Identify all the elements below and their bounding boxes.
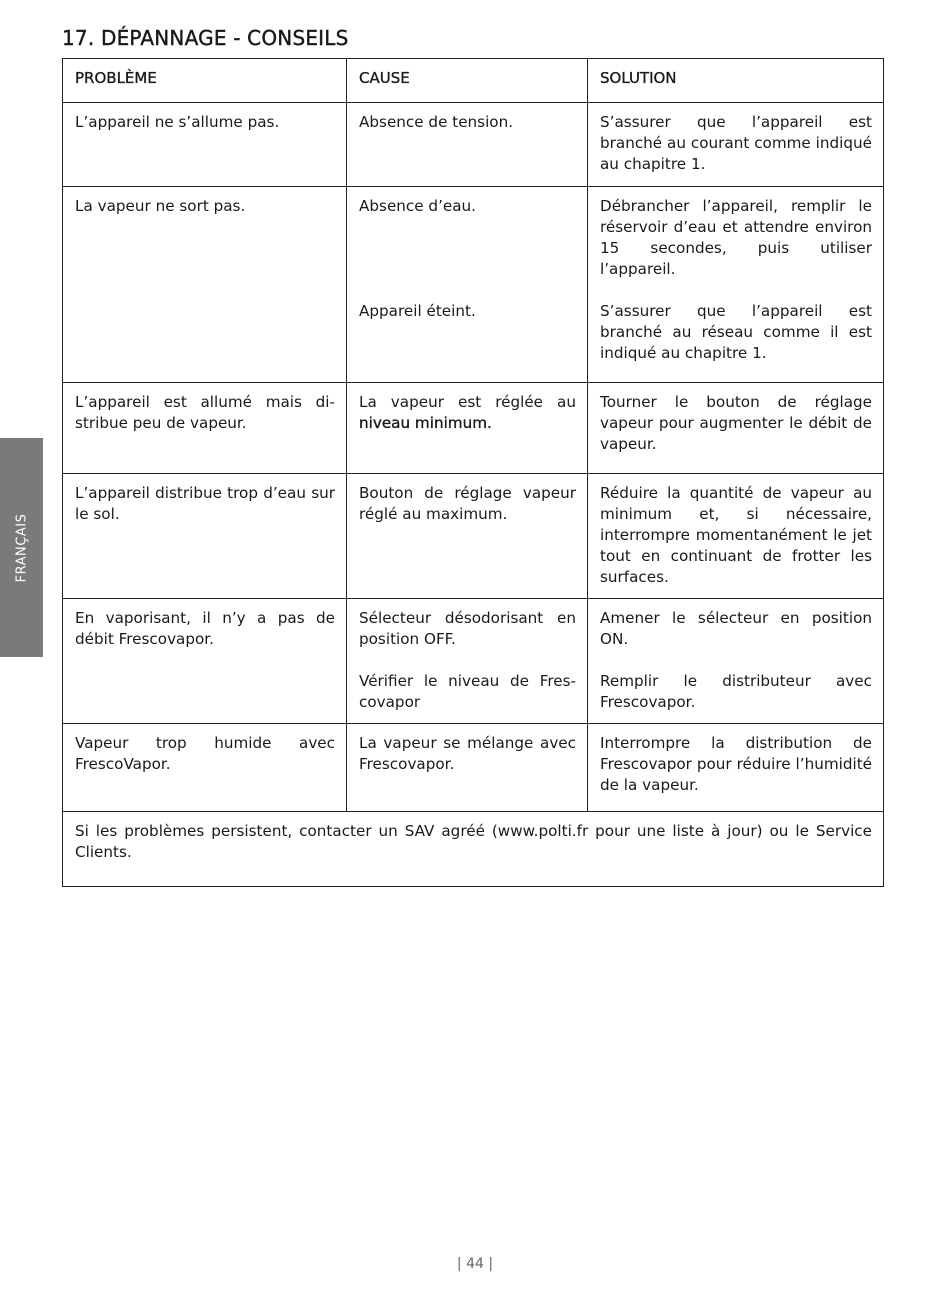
cause-cell: Absence de tension. — [347, 103, 588, 187]
solution-text: Amener le sélecteur en position ON. — [600, 609, 872, 648]
page-title: 17. DÉPANNAGE - CONSEILS — [62, 26, 349, 50]
cause-cell — [347, 187, 588, 383]
cause-text: Appareil éteint. — [359, 302, 476, 320]
table-row — [63, 474, 884, 599]
solution-cell — [588, 187, 884, 383]
table-footer-row — [63, 812, 884, 887]
problem-cell: L’appareil ne s’allume pas. — [63, 103, 347, 187]
cause-text: Vérifier le niveau de Frescovapor — [359, 672, 576, 711]
page-number: | 44 | — [456, 1256, 494, 1272]
cause-text: La vapeur est réglée au — [359, 393, 576, 411]
cause-cell: La vapeur se mélange avec Frescovapor. — [347, 724, 588, 812]
solution-text: Remplir le distributeur avec Frescovapor. — [600, 672, 872, 711]
language-label: FRANÇAIS — [14, 513, 29, 582]
language-side-tab — [0, 438, 43, 657]
cause-cell — [347, 599, 588, 724]
problem-cell: Vapeur trop humide avec FrescoVapor. — [63, 724, 347, 812]
table-row — [63, 383, 884, 474]
table-row — [63, 599, 884, 724]
solution-cell — [588, 599, 884, 724]
problem-cell: La vapeur ne sort pas. — [63, 187, 347, 383]
solution-cell: S’assurer que l’appareil est branché au courant comme indiqué au chapitre 1. — [588, 103, 884, 187]
header-cause: CAUSE — [347, 59, 588, 103]
solution-text: S’assurer que l’appareil est branché au réseau comme il est indiqué au chapitre 1. — [600, 302, 872, 362]
solution-cell: Interrompre la distribution de Frescovapor pour réduire l’humidité de la vapeur. — [588, 724, 884, 812]
solution-cell: Tourner le bouton de réglage vapeur pour augmenter le débit de vapeur. — [588, 383, 884, 474]
table-row — [63, 103, 884, 187]
cause-text: Sélecteur désodorisant en position OFF. — [359, 609, 576, 648]
cause-text: Absence d’eau. — [359, 197, 477, 215]
footer-note: Si les problèmes persistent, contacter un SAV agréé (www.polti.fr pour une liste à jour) ou le Service Clients. — [63, 812, 884, 887]
cause-cell — [347, 383, 588, 474]
table-header-row — [63, 59, 884, 103]
solution-cell: Réduire la quantité de vapeur au minimum et, si nécessaire, interrompre momentanément le jet tout en continuant de frotter les surfaces. — [588, 474, 884, 599]
problem-cell: L’appareil distribue trop d’eau sur le sol. — [63, 474, 347, 599]
problem-cell: L’appareil est allumé mais distribue peu de vapeur. — [63, 383, 347, 474]
solution-text: Débrancher l’appareil, remplir le réservoir d’eau et attendre environ 15 secondes, puis utiliser l’appareil. — [600, 197, 872, 278]
problem-cell: En vaporisant, il n’y a pas de débit Frescovapor. — [63, 599, 347, 724]
table-row — [63, 724, 884, 812]
cause-emphasis: niveau minimum. — [359, 414, 492, 432]
table-row — [63, 187, 884, 383]
header-problem: PROBLÈME — [63, 59, 347, 103]
header-solution: SOLUTION — [588, 59, 884, 103]
cause-cell: Bouton de réglage vapeur réglé au maximum. — [347, 474, 588, 599]
troubleshooting-table — [62, 58, 884, 887]
